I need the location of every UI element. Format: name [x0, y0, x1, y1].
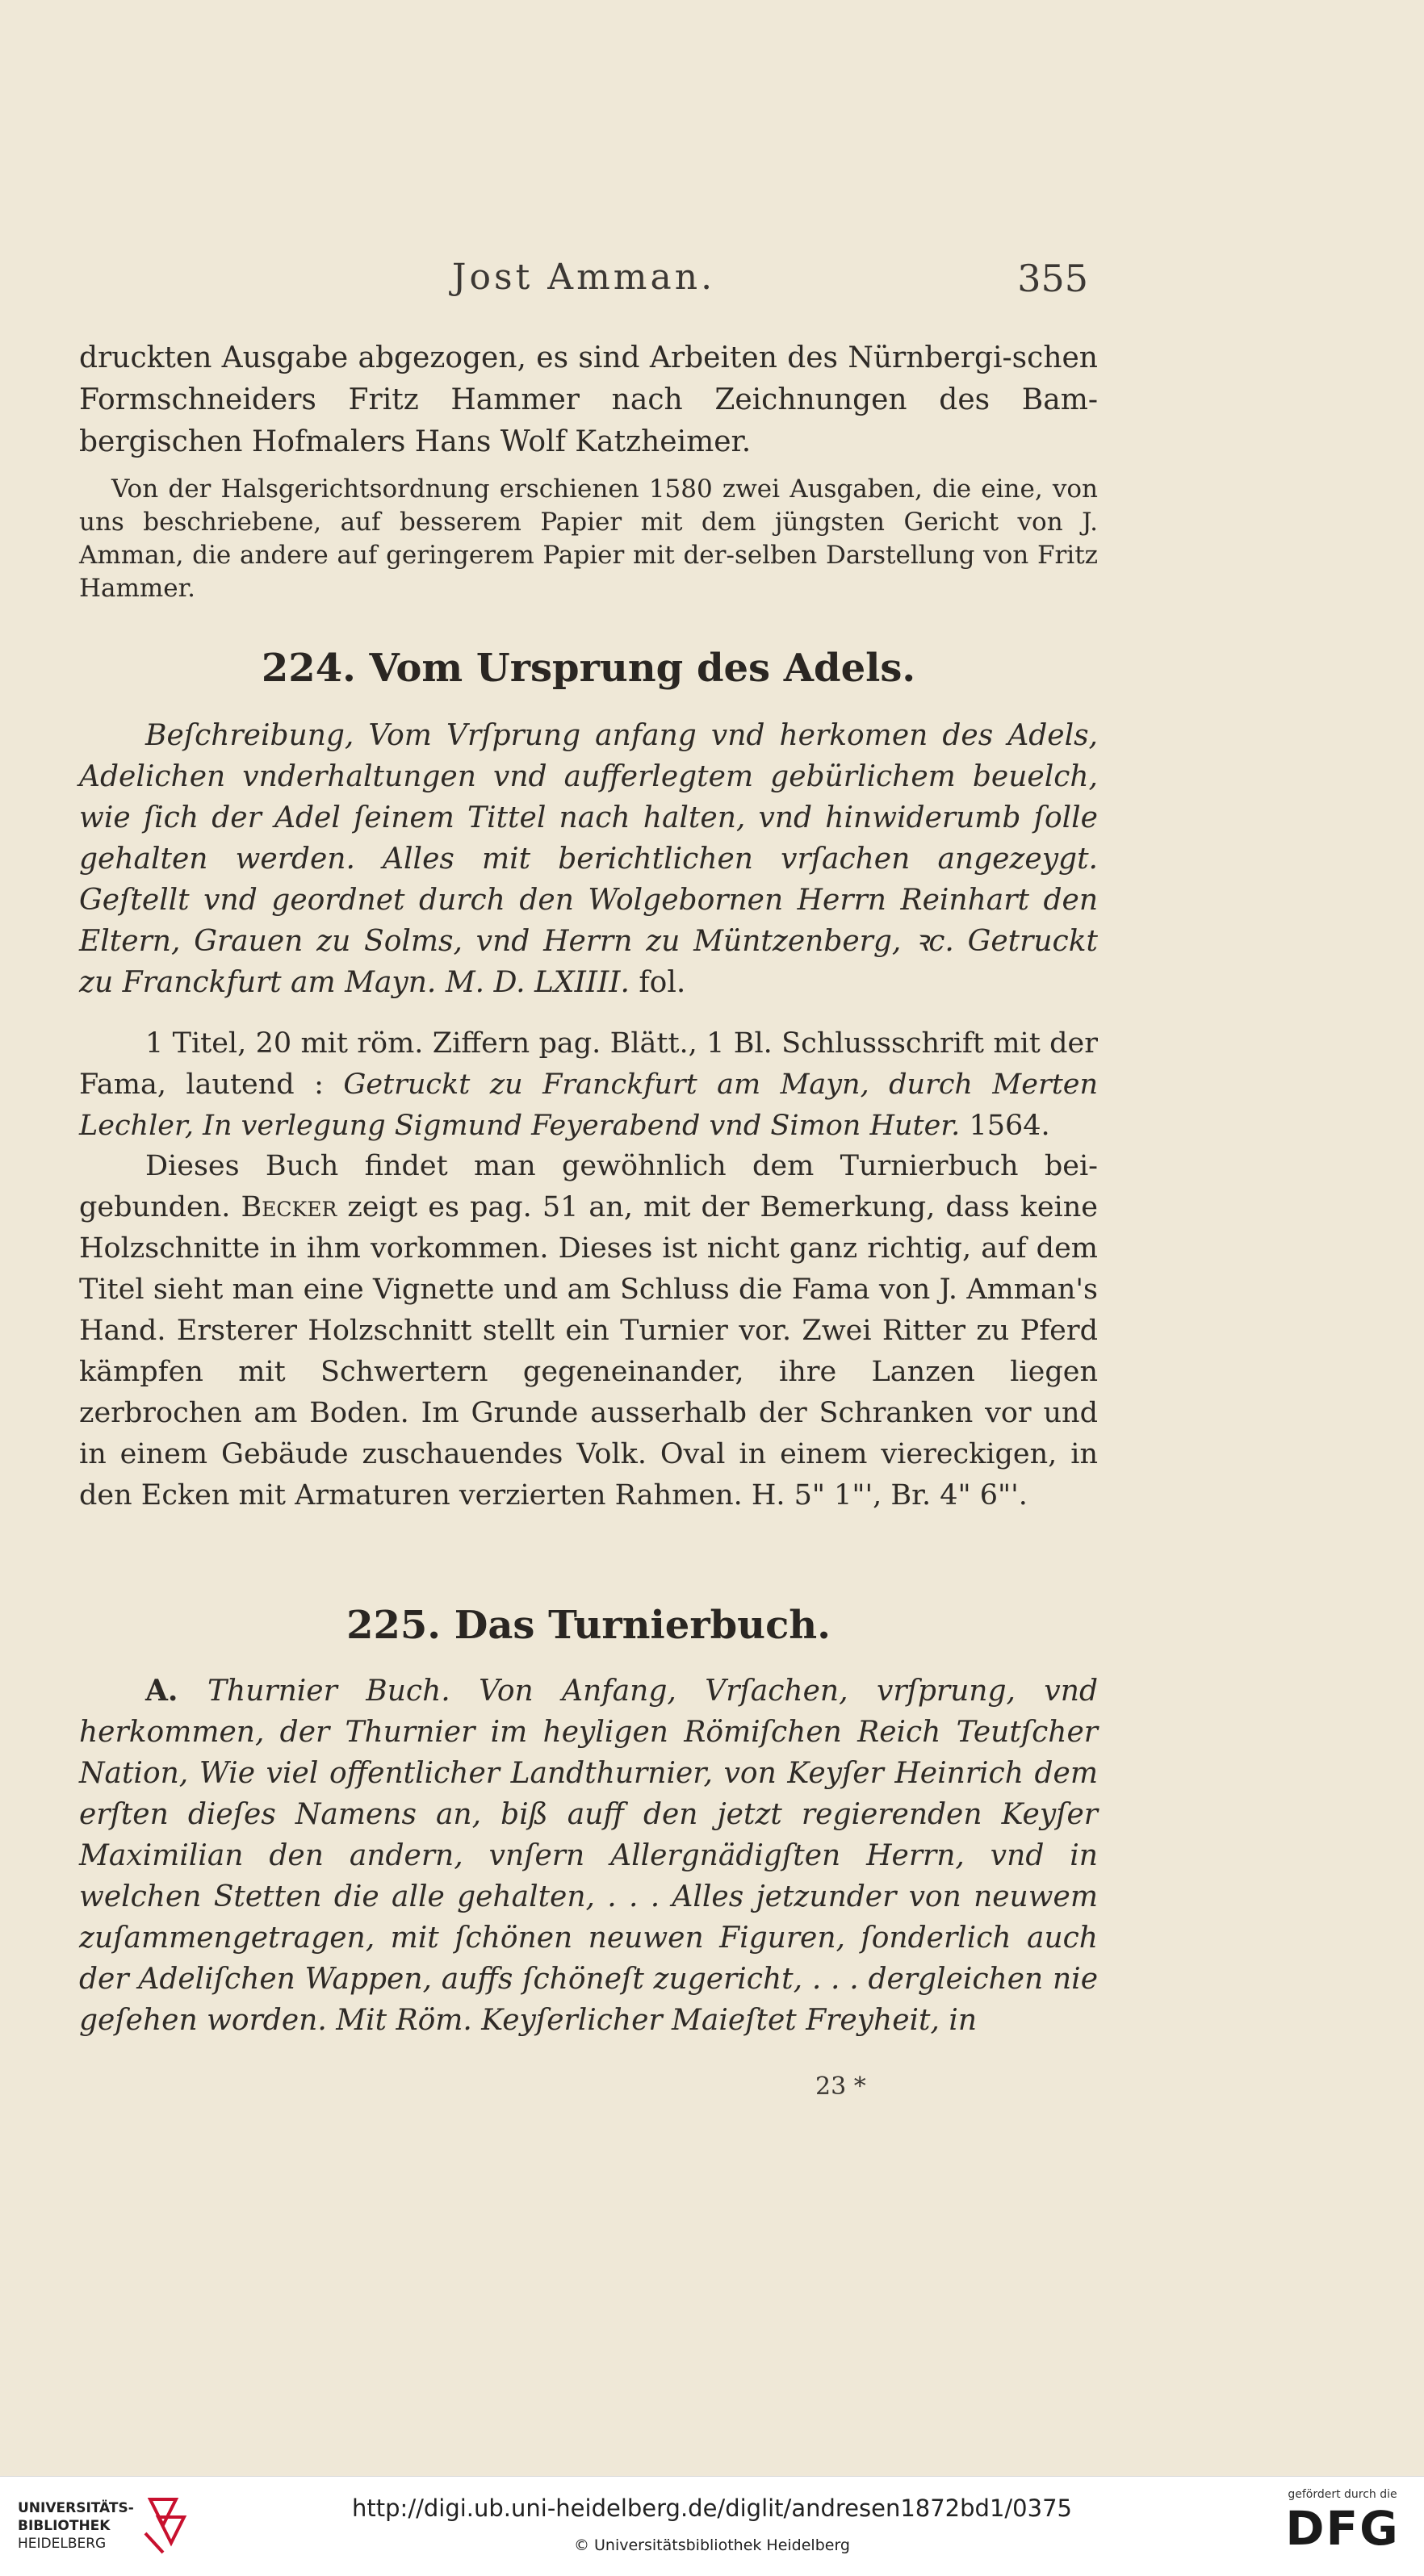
- viewer-footer: [0, 2476, 1424, 2576]
- title-transcription-224: [79, 715, 1098, 1003]
- permalink-url[interactable]: http://digi.ub.uni-heidelberg.de/diglit/andresen1872bd1/0375: [352, 2494, 1072, 2522]
- dfg-logo[interactable]: DFG: [1285, 2501, 1400, 2556]
- library-name-line2: BIBLIOTHEK: [18, 2518, 111, 2534]
- colophon-year: 1564.: [960, 1110, 1050, 1142]
- page-number: 355: [1017, 257, 1088, 300]
- library-name-line1: UNIVERSITÄTS-: [18, 2500, 134, 2516]
- description-text-b: zeigt es pag. 51 an, mit der Bemerkung, dass keine Holzschnitte in ihm vorkommen. Dieses ist nicht ganz richtig, auf dem Titel sieht man eine Vignette und am Schluss die Fama von J. Amman's Hand. Ersterer Holzschnitt stellt ein Turnier vor. Zwei Ritter zu Pferd kämpfen mit Schwertern gegeneinander, ihre Lanzen liegen zerbrochen am Boden. Im Grunde ausserhalb der Schranken vor und in einem Gebäude zuschauendes Volk. Oval in einem viereckigen, in den Ecken mit Armaturen verzierten Rahmen. H. 5" 1"', Br. 4" 6"'.: [79, 1191, 1098, 1512]
- funding-note: gefördert durch die: [1288, 2488, 1397, 2501]
- format-note: fol.: [639, 966, 686, 999]
- collation-224: [79, 1023, 1098, 1147]
- author-name-becker: Becker: [241, 1191, 337, 1223]
- paragraph-continuation: druckten Ausgabe abgezogen, es sind Arbeiten des Nürnbergi-schen Formschneiders Fritz Hammer nach Zeichnungen des Bam-bergischen Hofmalers Hans Wolf Katzheimer.: [79, 341, 1098, 458]
- description-text-a: Dieses Buch findet man gewöhnlich dem Turnierbuch bei-gebunden.: [79, 1150, 1098, 1223]
- description-224: [79, 1146, 1098, 1516]
- colophon-text: Getruckt zu Franckfurt am Mayn, durch Merten Lechler, In verlegung Sigmund Feyerabend vnd Simon Huter.: [79, 1068, 1099, 1142]
- collation-text: 1 Titel, 20 mit röm. Ziffern pag. Blätt., 1 Bl. Schlussschrift mit der Fama, lautend :: [79, 1027, 1098, 1101]
- section-heading-224: 224. Vom Ursprung des Adels.: [261, 646, 916, 691]
- title-transcription-225-text: Thurnier Buch. Von Anfang, Vrſachen, vrſprung, vnd herkommen, der Thurnier im heyligen Römiſchen Reich Teutſcher Nation, Wie viel offentlicher Landthurnier, von Keyſer Heinrich dem erſten dieſes Namens an, biß auff den jetzt regierenden Keyſer Maximilian den andern, vnſern Allergnädigſten Herrn, vnd in welchen Stetten die alle gehalten, . . . Alles jetzunder von neuwem zuſammengetragen, mit ſchönen neuwen Figuren, ſonderlich auch der Adeliſchen Wappen, auffs ſchöneſt zugericht, . . . dergleichen nie geſehen worden. Mit Röm. Keyſerlicher Maieſtet Freyheit, in: [79, 1675, 1099, 2037]
- running-head: [79, 257, 1088, 313]
- running-head-title: Jost Amman.: [451, 257, 716, 298]
- variant-label: A.: [145, 1674, 208, 1708]
- signature-mark: 23 *: [815, 2072, 866, 2101]
- title-transcription-text: Beſchreibung, Vom Vrſprung anfang vnd herkomen des Adels, Adelichen vnderhaltungen vnd aufferlegtem gebürlichem beuelch, wie ſich der Adel ſeinem Tittel nach halten, vnd hinwiderumb ſolle gehalten werden. Alles mit berichtlichen vrſachen angezeygt. Geſtellt vnd geordnet durch den Wolgebornen Herrn Reinhart den Eltern, Grauen zu Solms, vnd Herrn zu Müntzenberg, ꝛc. Getruckt zu Franckfurt am Mayn. M. D. LXIIII.: [79, 719, 1098, 999]
- copyright-notice: © Universitätsbibliothek Heidelberg: [573, 2536, 850, 2554]
- funder-block: [1282, 2488, 1403, 2556]
- library-name-line3: HEIDELBERG: [18, 2536, 107, 2552]
- paragraph-halsgerichtsordnung: Von der Halsgerichtsordnung erschienen 1580 zwei Ausgaben, die eine, von uns beschriebene, auf besserem Papier mit dem jüngsten Gericht von J. Amman, die andere auf geringerem Papier mit der-selben Darstellung von Fritz Hammer.: [79, 475, 1098, 603]
- section-heading-225: 225. Das Turnierbuch.: [346, 1603, 831, 1648]
- title-transcription-225: [79, 1671, 1098, 2041]
